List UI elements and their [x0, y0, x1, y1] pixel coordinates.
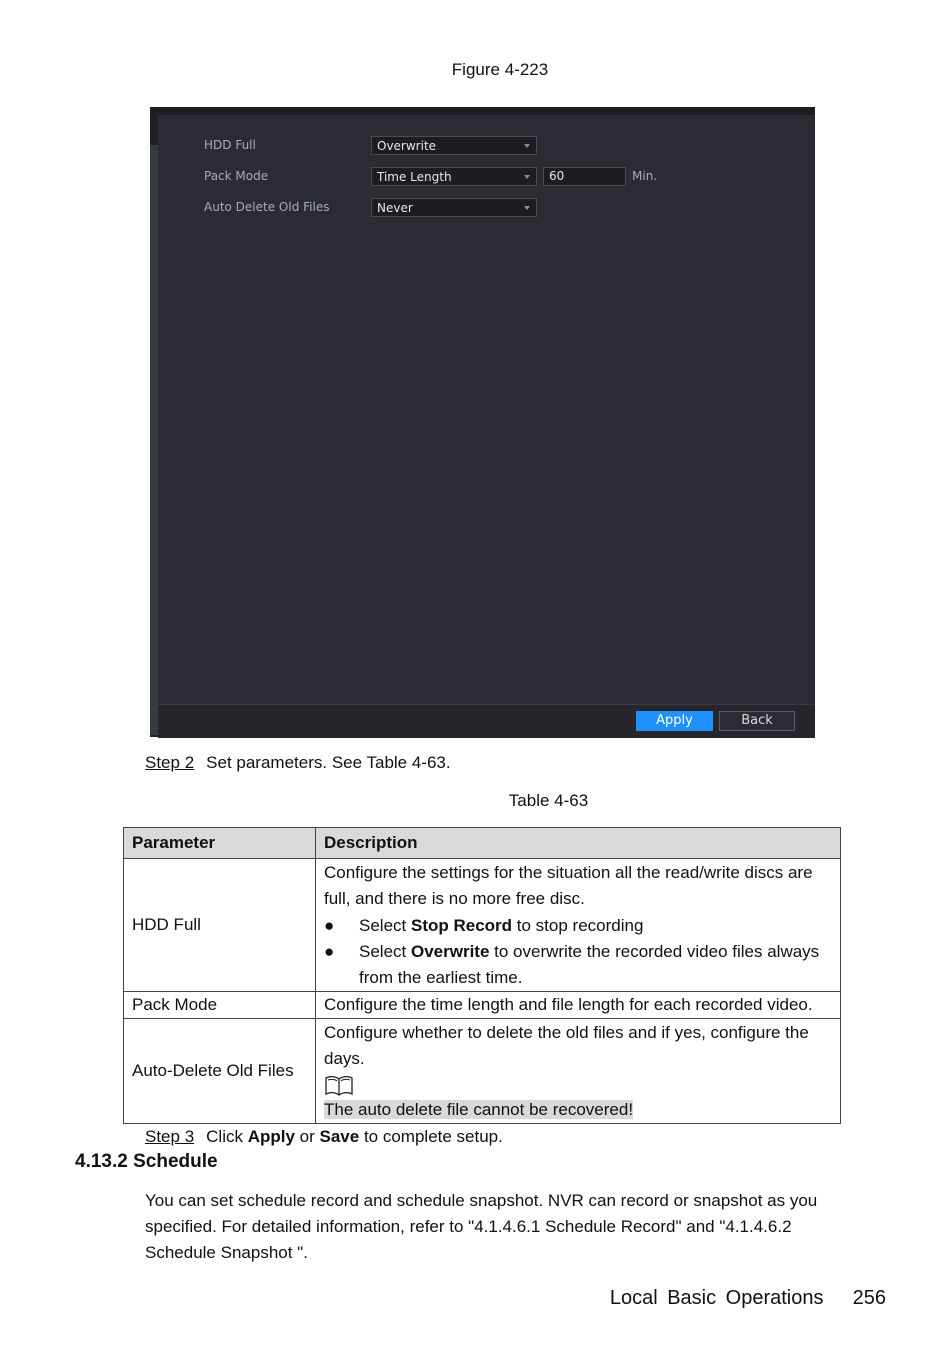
pack-mode-label: Pack Mode	[204, 169, 269, 183]
table-row	[124, 992, 841, 1019]
auto-delete-desc: Configure whether to delete the old files and if yes, configure the days.	[324, 1023, 809, 1068]
apply-term: Apply	[247, 1127, 295, 1146]
note-text: The auto delete file cannot be recovered!	[324, 1100, 634, 1119]
auto-delete-value: Never	[377, 201, 413, 215]
chevron-down-icon	[524, 175, 530, 179]
save-term: Save	[319, 1127, 360, 1146]
auto-delete-select[interactable]	[371, 198, 537, 217]
table-row	[124, 1019, 841, 1124]
apply-button[interactable]: Apply	[636, 711, 713, 731]
parameter-table	[123, 827, 841, 1124]
hdd-full-value: Overwrite	[377, 139, 437, 153]
section-heading	[75, 1151, 218, 1173]
header-parameter: Parameter	[124, 828, 316, 859]
page-footer	[610, 1287, 886, 1310]
table-row	[124, 859, 841, 992]
step-2-label: Step 2	[145, 753, 195, 772]
page-number: 256	[852, 1287, 886, 1309]
param-auto-delete: Auto-Delete Old Files	[124, 1019, 316, 1124]
minutes-unit-label: Min.	[632, 169, 658, 183]
list-item: ● Select Stop Record to stop recording	[324, 916, 644, 935]
figure-caption: Figure 4-223	[451, 60, 549, 79]
pack-mode-select[interactable]	[371, 167, 537, 186]
header-description: Description	[316, 828, 841, 859]
back-button[interactable]: Back	[719, 711, 795, 731]
panel-top-bar	[150, 107, 815, 115]
auto-delete-label: Auto Delete Old Files	[204, 200, 330, 214]
table-header-row	[124, 828, 841, 859]
hdd-full-label: HDD Full	[204, 138, 256, 152]
step-2-text: Set parameters. See Table 4-63.	[206, 753, 451, 772]
desc-auto-delete	[316, 1019, 841, 1124]
param-pack-mode: Pack Mode	[124, 992, 316, 1019]
panel-footer	[158, 704, 815, 738]
section-paragraph: You can set schedule record and schedule snapshot. NVR can record or snapshot as you specified. For detailed information, refer to "4.1.4.6.1 Schedule Record" and "4.1.4.6.2 Schedule Snapshot ".	[145, 1191, 818, 1262]
param-hdd-full: HDD Full	[124, 859, 316, 992]
section-title: Schedule	[133, 1151, 218, 1172]
time-length-input[interactable]: 60	[543, 167, 626, 186]
chevron-down-icon	[524, 144, 530, 148]
book-note-icon	[324, 1075, 354, 1097]
settings-screenshot	[150, 107, 815, 737]
desc-pack-mode: Configure the time length and file length for each recorded video.	[316, 992, 841, 1019]
step-3: Step 3 Click Apply or Save to complete setup.	[145, 1127, 503, 1146]
hdd-full-select[interactable]	[371, 136, 537, 155]
desc-hdd-full	[316, 859, 841, 992]
hdd-full-intro: Configure the settings for the situation all the read/write discs are full, and there is no more free disc.	[324, 863, 813, 908]
step-2	[145, 753, 451, 773]
footer-chapter: Local Basic Operations	[609, 1287, 824, 1309]
step-3-label: Step 3	[145, 1127, 195, 1146]
panel-scrollbar[interactable]	[150, 115, 158, 737]
chevron-down-icon	[524, 206, 530, 210]
table-caption: Table 4-63	[508, 791, 589, 810]
section-number: 4.13.2	[75, 1151, 128, 1172]
pack-mode-value: Time Length	[377, 170, 452, 184]
list-item: ● Select Overwrite to overwrite the recorded video files always from the earliest time.	[324, 942, 820, 987]
